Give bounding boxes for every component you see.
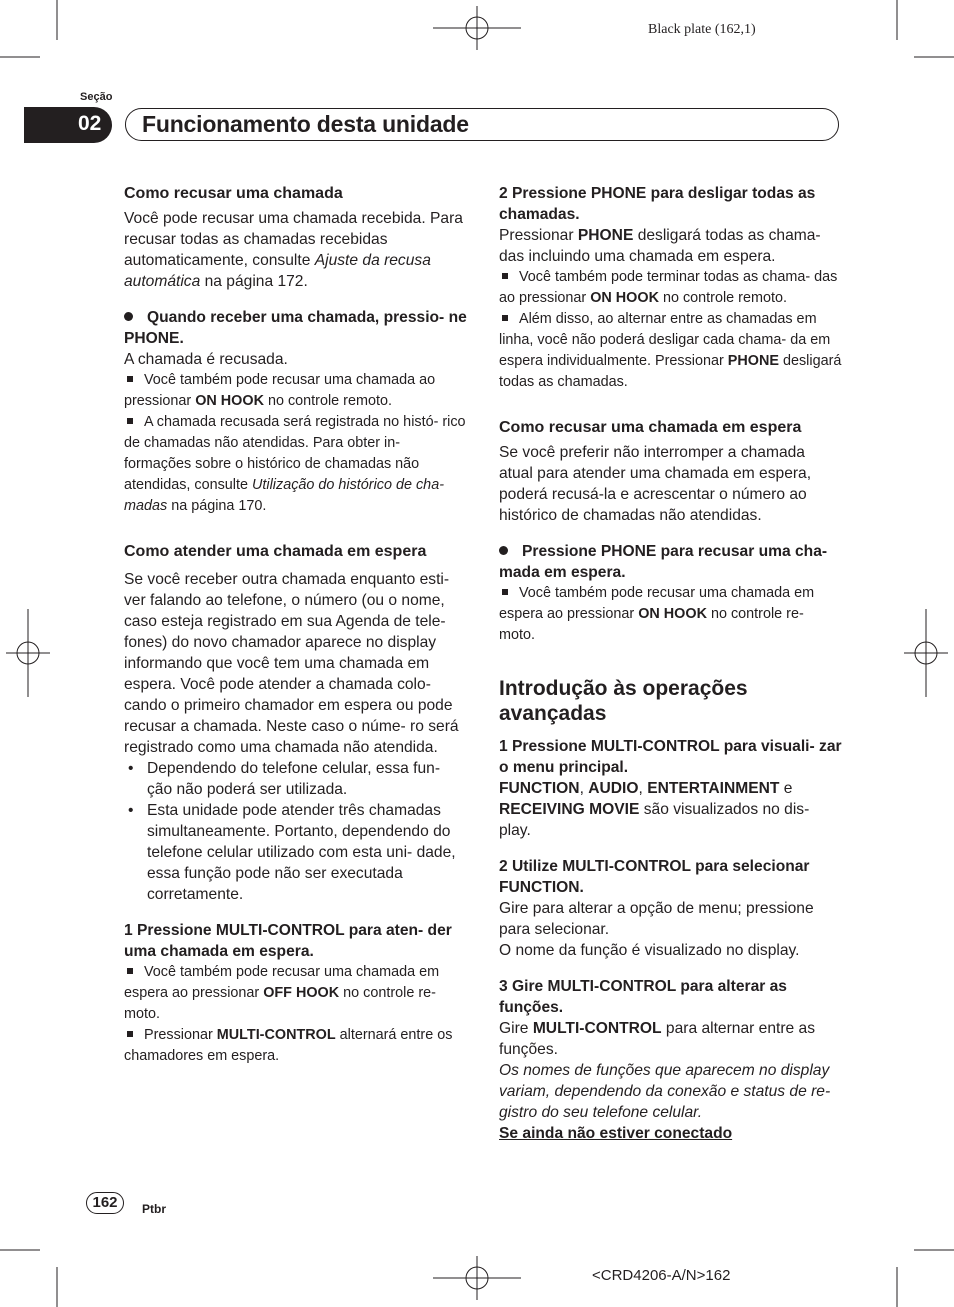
text: são visualizados no dis- play. [499, 801, 810, 839]
text: Você também pode recusar uma chamada em espera ao pressionar [124, 964, 440, 1001]
bullet-dot-icon: • [128, 802, 134, 819]
text: A chamada recusada será registrada no histó- rico de chamadas não atendidas. Para obter in- formações sobre o histórico de chamadas não atendidas, consulte [124, 414, 466, 493]
result-text: A chamada é recusada. [124, 351, 288, 368]
step-2-desligar: 2 Pressione PHONE para desligar todas as chamadas. [499, 185, 816, 223]
left-column [124, 183, 467, 1067]
text: no controle re- moto. [499, 606, 804, 643]
text: Você também pode recusar uma chamada ao pressionar [124, 372, 436, 409]
note [499, 583, 842, 646]
bullet-dot-icon: • [128, 760, 134, 777]
step-3-funcoes: 3 Gire MULTI-CONTROL para alterar as funções. [499, 978, 787, 1016]
step-phone [499, 541, 842, 583]
step-1-menu: 1 Pressione MULTI-CONTROL para visuali- zar o menu principal. [499, 738, 842, 776]
note [124, 962, 467, 1025]
step-1-atender: 1 Pressione MULTI-CONTROL para aten- der uma chamada em espera. [124, 922, 452, 960]
right-column [499, 183, 842, 1144]
text: desligará todas as chama- das incluindo uma chamada em espera. [499, 227, 821, 265]
note [499, 309, 842, 393]
text: ON HOOK [638, 606, 707, 622]
text: no controle remoto. [267, 393, 392, 409]
note [499, 267, 842, 309]
text: Você também pode terminar todas as chama- das ao pressionar [499, 269, 838, 306]
text: e [783, 780, 793, 797]
text: , [638, 780, 643, 797]
text: na página 172. [204, 273, 308, 290]
step-2-function: 2 Utilize MULTI-CONTROL para selecionar FUNCTION. [499, 858, 810, 896]
italic-note [499, 1060, 842, 1123]
text: , [579, 780, 584, 797]
paragraph: O nome da função é visualizado no display. [499, 942, 800, 959]
ref-italic: Ajuste da recusa automática [124, 252, 431, 290]
text: para alternar entre as funções. [499, 1020, 816, 1058]
text: Esta unidade pode atender três chamadas simultaneamente. Portanto, dependendo do telefone celular utilizado com esta uni- dade, essa função pode não ser executada corretamente. [147, 802, 456, 903]
text: no controle remoto. [662, 290, 787, 306]
text: no controle re- moto. [124, 985, 436, 1022]
text: na página 170. [171, 498, 267, 514]
note [124, 1025, 467, 1067]
document-code: <CRD4206-A/N>162 [592, 1267, 731, 1284]
ref-italic: Utilização do histórico de cha- madas [124, 477, 444, 514]
section-heading: Introdução às operações avançadas [499, 677, 748, 725]
square-bullet-icon [127, 376, 133, 382]
text: PHONE [577, 227, 634, 244]
bullet-icon [499, 546, 508, 555]
text: Quando receber uma chamada, pressio- ne PHONE. [124, 309, 467, 347]
bullet-icon [124, 312, 133, 321]
section-label: Seção [80, 91, 113, 103]
text: desligará todas as chamadas. [499, 353, 842, 390]
heading-espera: Como recusar uma chamada em espera [499, 419, 802, 436]
page-number: 162 [86, 1192, 124, 1214]
text: MULTI-CONTROL [532, 1020, 662, 1037]
text: RECEIVING MOVIE [499, 801, 640, 818]
text: ON HOOK [195, 393, 264, 409]
square-bullet-icon [127, 968, 133, 974]
text: PHONE [727, 353, 779, 369]
square-bullet-icon [502, 273, 508, 279]
text: Gire [499, 1020, 529, 1037]
plate-label: Black plate (162,1) [648, 22, 756, 37]
heading-atender: Como atender uma chamada em espera [124, 543, 427, 560]
language-code: Ptbr [142, 1202, 166, 1216]
subheading-link [499, 1123, 842, 1144]
text: AUDIO [588, 780, 639, 797]
square-bullet-icon [502, 315, 508, 321]
paragraph: Gire para alterar a opção de menu; pressione para selecionar. [499, 900, 814, 938]
text: alternará entre os chamadores em espera. [124, 1027, 453, 1064]
heading-recusar: Como recusar uma chamada [124, 185, 343, 202]
text: ON HOOK [590, 290, 659, 306]
text: Pressionar [144, 1027, 213, 1043]
square-bullet-icon [502, 589, 508, 595]
text: ENTERTAINMENT [647, 780, 780, 797]
text: Além disso, ao alternar entre as chamadas em linha, você não poderá desligar cada chama- da em espera individualmente. Pressionar [499, 311, 831, 369]
text: MULTI-CONTROL [216, 1027, 336, 1043]
paragraph-atender: Se você receber outra chamada enquanto esti- ver falando ao telefone, o número (ou o nome, caso esteja registrado em sua Agenda de tele- fones) do novo chamador aparece no display informando que você tem uma chamada em espera. Você pode atender a chamada colo- cando o primeiro chamador em espera ou pode recusar a chamada. Neste caso o núme- ro será registrado como uma chamada não atendida. [124, 571, 459, 756]
paragraph-recusar [124, 208, 467, 292]
text: Você pode recusar uma chamada recebida. Para recusar todas as chamadas recebidas automaticamente, consulte [124, 210, 463, 269]
paragraph [499, 778, 842, 841]
text: Dependendo do telefone celular, essa fun- ção não poderá ser utilizada. [147, 760, 441, 798]
note [124, 370, 467, 412]
paragraph [499, 1018, 842, 1060]
text: Pressionar [499, 227, 574, 244]
paragraph [499, 225, 842, 267]
square-bullet-icon [127, 1031, 133, 1037]
page-title: Funcionamento desta unidade [142, 111, 469, 137]
text: Se ainda não estiver conectado [499, 1125, 733, 1142]
text: Pressione PHONE para recusar uma cha- mada em espera. [499, 543, 828, 581]
paragraph-espera: Se você preferir não interromper a chamada atual para atender uma chamada em espera, poderá recusá-la e acrescentar o número ao histórico de chamadas não atendidas. [499, 444, 812, 524]
section-number: 02 [78, 112, 102, 135]
note [124, 412, 467, 517]
bullet-item [124, 800, 467, 905]
step-receber [124, 307, 467, 349]
text: OFF HOOK [263, 985, 340, 1001]
text: Os nomes de funções que aparecem no display variam, dependendo da conexão e status de re- gistro do seu telefone celular. [499, 1062, 831, 1121]
square-bullet-icon [127, 418, 133, 424]
text: FUNCTION [499, 780, 580, 797]
bullet-item [124, 758, 467, 800]
text: Você também pode recusar uma chamada em espera ao pressionar [499, 585, 815, 622]
